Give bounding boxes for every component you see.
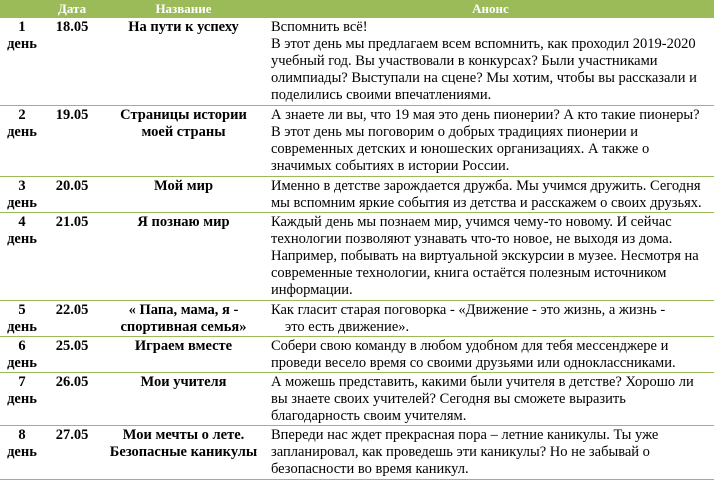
announcement-cell	[267, 213, 714, 301]
announcement-cell	[267, 301, 714, 337]
announcement-text: В этот день мы предлагаем всем вспомнить, как проходил 2019-2020 учебный год. Вы участвовали в конкурсах? Были участниками олимпиады? Выступали на сцене? Мы хотим, чтобы вы рассказали и поделились своими впечатлениями.	[271, 36, 697, 103]
announcement-text: Именно в детстве зарождается дружба. Мы учимся дружить. Сегодня мы вспомним яркие события из детства и расскажем о своих друзьях.	[271, 178, 702, 211]
header-row	[0, 0, 714, 18]
day-cell	[0, 426, 44, 480]
event-name: Мой мир	[100, 177, 267, 213]
announcement-cell	[267, 337, 714, 373]
day-number: 8	[18, 427, 26, 443]
announcement-text: А знаете ли вы, что 19 мая это день пионерии? А кто такие пионеры? В этот день мы поговорим о добрых традициях пионерии и современных детских и юношеских организациях. А также о значимых событиях в истории России.	[271, 107, 700, 174]
day-cell	[0, 106, 44, 177]
day-word: день	[7, 124, 37, 140]
date-cell: 26.05	[44, 373, 100, 426]
day-word: день	[7, 231, 37, 247]
event-name: Я познаю мир	[100, 213, 267, 301]
date-cell: 22.05	[44, 301, 100, 337]
announcement-cell	[267, 373, 714, 426]
day-word: день	[7, 36, 37, 52]
day-cell	[0, 337, 44, 373]
announcement-text: Вспомнить всё!	[271, 19, 368, 35]
announcement-text: Собери свою команду в любом удобном для тебя мессенджере и проведи весело время со своими друзьями или одноклассниками.	[271, 338, 676, 371]
day-cell	[0, 301, 44, 337]
header-announcement: Анонс	[267, 0, 714, 18]
header-date: Дата	[44, 0, 100, 18]
day-word: день	[7, 195, 37, 211]
table-row	[0, 426, 714, 480]
day-cell	[0, 177, 44, 213]
table-row	[0, 213, 714, 301]
day-number: 2	[18, 107, 26, 123]
day-number: 4	[18, 214, 26, 230]
table-row	[0, 373, 714, 426]
event-name: Играем вместе	[100, 337, 267, 373]
announcement-cell	[267, 18, 714, 106]
header-name: Название	[100, 0, 267, 18]
date-cell: 27.05	[44, 426, 100, 480]
date-cell: 19.05	[44, 106, 100, 177]
announcement-cell	[267, 177, 714, 213]
header-day	[0, 0, 44, 18]
announcement-text: это есть движение».	[285, 319, 410, 335]
day-cell	[0, 18, 44, 106]
date-cell: 20.05	[44, 177, 100, 213]
event-name: Мои мечты о лете. Безопасные каникулы	[100, 426, 267, 480]
announcement-cell	[267, 426, 714, 480]
day-number: 3	[18, 178, 26, 194]
day-word: день	[7, 391, 37, 407]
event-name: « Папа, мама, я - спортивная семья»	[100, 301, 267, 337]
day-number: 5	[18, 302, 26, 318]
event-name: Мои учителя	[100, 373, 267, 426]
day-word: день	[7, 444, 37, 460]
date-cell: 18.05	[44, 18, 100, 106]
announcement-cell	[267, 106, 714, 177]
date-cell: 21.05	[44, 213, 100, 301]
day-number: 7	[18, 374, 26, 390]
table-row	[0, 106, 714, 177]
table-row	[0, 337, 714, 373]
announcement-text: А можешь представить, какими были учителя в детстве? Хорошо ли вы знаете своих учителей? Сегодня вы сможете выразить благодарность своим учителям.	[271, 374, 694, 424]
day-cell	[0, 213, 44, 301]
day-number: 6	[18, 338, 26, 354]
table-row	[0, 18, 714, 106]
table-row	[0, 177, 714, 213]
event-name: Страницы истории моей страны	[100, 106, 267, 177]
day-cell	[0, 373, 44, 426]
announcement-text: Впереди нас ждет прекрасная пора – летние каникулы. Ты уже запланировал, как проведешь эти каникулы? Но не забывай о безопасности во время каникул.	[271, 427, 659, 477]
event-name: На пути к успеху	[100, 18, 267, 106]
day-number: 1	[18, 19, 26, 35]
day-word: день	[7, 355, 37, 371]
announcement-text: Каждый день мы познаем мир, учимся чему-то новому. И сейчас технологии позволяют узнавать что-то новое, не выходя из дома. Например, побывать на виртуальной экскурсии в музее. Несмотря на современные технологии, книга остаётся полезным источником информации.	[271, 214, 699, 298]
date-cell: 25.05	[44, 337, 100, 373]
announcement-text: Как гласит старая поговорка - «Движение - это жизнь, а жизнь -	[271, 302, 666, 318]
day-word: день	[7, 319, 37, 335]
table-row	[0, 301, 714, 337]
